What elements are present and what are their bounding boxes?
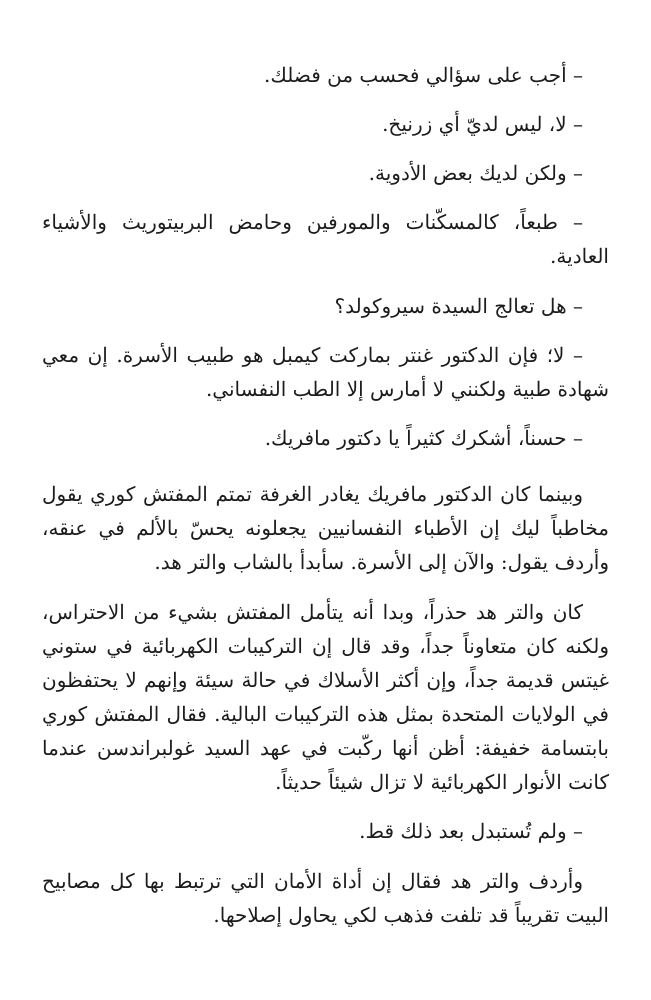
dialogue-line: – لا، ليس لديّ أي زرنيخ.	[382, 112, 583, 136]
narrative-paragraph: وأردف والتر هد فقال إن أداة الأمان التي ترتبط بها كل مصابيح البيت تقريباً قد تلفت فذهب لكي يحاول إصلاحها.	[42, 869, 609, 927]
dialogue-line: – ولكن لديك بعض الأدوية.	[368, 161, 583, 185]
dialogue-line: – طبعاً، كالمسكّنات والمورفين وحامض البربيتوريث والأشياء العادية.	[42, 210, 609, 268]
dialogue-line: – أجب على سؤالي فحسب من فضلك.	[264, 63, 583, 87]
dialogue-line: – لا؛ فإن الدكتور غنتر بماركت كيمبل هو طبيب الأسرة. إن معي شهادة طبية ولكنني لا أمارس إلا الطب النفساني.	[42, 343, 609, 401]
dialogue-line: – هل تعالج السيدة سيروكولد؟	[334, 294, 583, 318]
dialogue-line: – حسناً، أشكرك كثيراً يا دكتور مافريك.	[264, 426, 583, 450]
narrative-paragraph: كان والتر هد حذراً، وبدا أنه يتأمل المفتش بشيء من الاحتراس، ولكنه كان متعاوناً جداً، وقد قال إن التركيبات الكهربائية في ستوني غيتس قديمة جداً، وإن أكثر الأسلاك في حالة سيئة وإنهم لا يحتفظون في الولايات المتحدة بمثل هذه التركيبات البالية. فقال المفتش كوري بابتسامة خفيفة: أظن أنها ركّبت في عهد السيد غولبراندسن عندما كانت الأنوار الكهربائية لا تزال شيئاً حديثاً.	[42, 600, 609, 794]
narrative-paragraph: وبينما كان الدكتور مافريك يغادر الغرفة تمتم المفتش كوري يقول مخاطباً ليك إن الأطباء النفسانيين يجعلونه يحسّ بالألم في عنقه، وأردف يقول: والآن إلى الأسرة. سأبدأ بالشاب والتر هد.	[42, 482, 609, 574]
dialogue-line: – ولم تُستبدل بعد ذلك قط.	[359, 819, 583, 843]
